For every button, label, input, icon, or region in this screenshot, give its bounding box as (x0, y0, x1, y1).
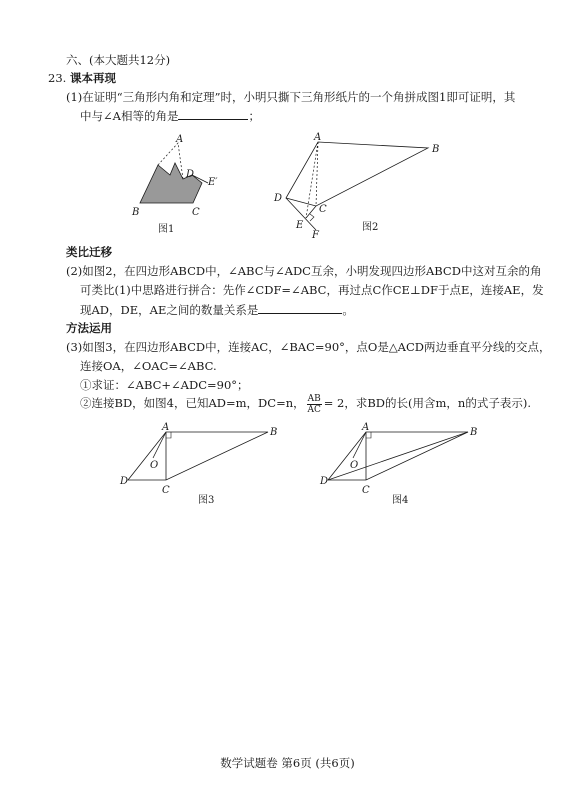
label-A: A (162, 422, 170, 433)
part3-sub2-end: ，求BD的长(用含m，n的式子表示). (344, 396, 531, 410)
label-B: B (270, 427, 278, 438)
label-C: C (319, 204, 327, 215)
right-angle-mark (310, 214, 314, 221)
label-A: A (176, 134, 184, 145)
quadrilateral-ABCD (128, 432, 268, 480)
answer-blank-1[interactable] (178, 107, 248, 120)
figure-1 (120, 135, 230, 235)
part2-line3 (80, 301, 354, 319)
part3-sub2 (80, 392, 531, 415)
fraction-numerator: AB (307, 393, 321, 404)
figure-4-caption: 图4 (392, 495, 409, 506)
part1-text: 中与∠A相等的角是 (80, 109, 179, 123)
label-O: O (350, 460, 359, 471)
label-C: C (362, 485, 370, 496)
fraction-ab-ac (307, 394, 322, 415)
label-F: F (312, 230, 319, 241)
fraction-denominator: AC (307, 404, 321, 415)
part2-heading: 类比迁移 (66, 245, 112, 259)
part1-heading: 课本再现 (69, 71, 116, 85)
line-OA (153, 432, 166, 458)
page-footer: 数学试题卷 第6页 (共6页) (220, 756, 355, 770)
part3-line2: 连接OA，∠OAC=∠ABC. (80, 359, 217, 373)
figure-4 (320, 420, 490, 515)
label-E: E′ (208, 177, 218, 188)
figure-3-caption: 图3 (198, 495, 215, 506)
part3-sub2-text: ②连接BD，如图4，已知AD=m，DC=n， (80, 396, 305, 410)
label-D: D (320, 476, 329, 487)
question-number: 23. (48, 71, 67, 85)
section-title: 六、(本大题共12分) (66, 53, 171, 67)
part3-sub1: ①求证：∠ABC+∠ADC=90°； (80, 378, 249, 392)
label-B: B (132, 207, 140, 218)
line-CE (306, 206, 316, 218)
part1-end: ； (248, 109, 260, 123)
label-A: A (362, 422, 370, 433)
line-OA (353, 432, 366, 458)
label-D: D (274, 193, 283, 204)
label-C: C (192, 207, 200, 218)
part2-line1: (2)如图2，在四边形ABCD中，∠ABC与∠ADC互余，小明发现四边形ABCD中这对互余的角 (66, 264, 542, 278)
figure-2 (270, 130, 450, 240)
label-D: D (120, 476, 129, 487)
line-BD (328, 432, 468, 480)
label-C: C (162, 485, 170, 496)
answer-blank-2[interactable] (258, 301, 342, 314)
part3-line1: (3)如图3，在四边形ABCD中，连接AC，∠BAC=90°，点O是△ACD两边垂直平分线的交点， (66, 340, 551, 354)
part3-heading: 方法运用 (66, 321, 112, 335)
quadrilateral-ABCD (286, 142, 428, 206)
label-E: E (296, 220, 304, 231)
question-header (48, 70, 116, 87)
figure-3 (120, 420, 290, 515)
figure-2-caption: 图2 (362, 222, 379, 233)
fraction-equals: = 2 (323, 396, 345, 410)
label-A: A (314, 132, 322, 143)
line-AE (306, 142, 318, 218)
label-B: B (470, 427, 478, 438)
label-B: B (432, 144, 440, 155)
label-D: D (186, 169, 195, 180)
part1-line2 (80, 107, 260, 125)
part2-end: 。 (342, 303, 354, 317)
part2-line2: 可类比(1)中思路进行拼合：先作∠CDF=∠ABC，再过点C作CE⊥DF于点E，连接AE，发 (80, 283, 544, 297)
figure-1-caption: 图1 (158, 224, 175, 235)
part1-line1: (1)在证明“三角形内角和定理”时，小明只撕下三角形纸片的一个角拼成图1即可证明，其 (66, 90, 516, 104)
part2-text: 现AD，DE，AE之间的数量关系是 (80, 303, 259, 317)
label-O: O (150, 460, 159, 471)
